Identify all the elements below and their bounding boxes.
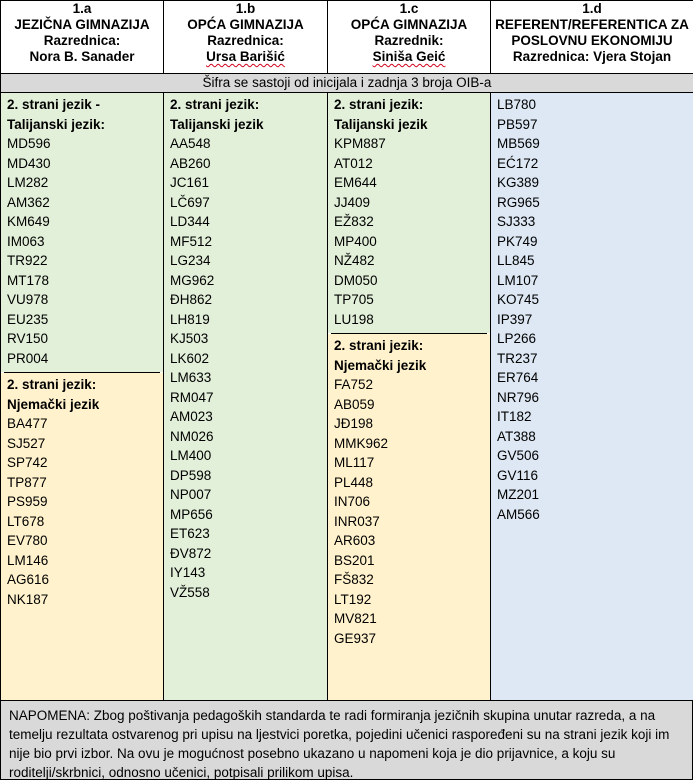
student-code: IP397 — [497, 310, 693, 330]
student-code: MP400 — [334, 232, 490, 252]
teacher-name: Nora B. Sanader — [1, 49, 163, 65]
student-code: LT678 — [7, 512, 163, 532]
program-name: OPĆA GIMNAZIJA — [164, 17, 327, 33]
student-code: KM649 — [7, 212, 163, 232]
student-code: LM282 — [7, 173, 163, 193]
header-1a — [1, 1, 164, 74]
teacher-label: Razrednica: — [164, 33, 327, 49]
student-code: FŠ832 — [334, 570, 490, 590]
student-code: NŽ482 — [334, 251, 490, 271]
class-code: 1.b — [164, 1, 327, 17]
student-code: EU235 — [7, 310, 163, 330]
student-code: SP742 — [7, 453, 163, 473]
student-code: ET623 — [170, 524, 327, 544]
group-header: Talijanski jezik — [170, 115, 327, 135]
teacher-name: Siniša Geić — [373, 49, 446, 64]
teacher-label: Razrednik: — [328, 33, 490, 49]
student-code: VŽ558 — [170, 583, 327, 603]
code-list — [7, 414, 163, 609]
student-code: KG389 — [497, 173, 693, 193]
student-code: IM063 — [7, 232, 163, 252]
student-code: TP877 — [7, 473, 163, 493]
column-1c — [328, 93, 491, 706]
student-code: JĐ198 — [334, 414, 490, 434]
student-code: BS201 — [334, 551, 490, 571]
student-code: LM146 — [7, 551, 163, 571]
student-code: RV150 — [7, 329, 163, 349]
group-header: Njemački jezik — [334, 356, 490, 376]
student-code: DM050 — [334, 271, 490, 291]
group-header: 2. strani jezik: — [170, 95, 327, 115]
student-code: LM107 — [497, 271, 693, 291]
teacher-name: Vjera Stojan — [593, 49, 671, 64]
student-code: AG616 — [7, 570, 163, 590]
student-code: NP007 — [170, 485, 327, 505]
group-header: Talijanski jezik: — [7, 115, 163, 135]
student-code: TR237 — [497, 349, 693, 369]
student-code: AM566 — [497, 505, 693, 525]
student-code: GV506 — [497, 446, 693, 466]
student-code: MB569 — [497, 134, 693, 154]
group-header: Njemački jezik — [7, 395, 163, 415]
student-code: EM644 — [334, 173, 490, 193]
student-code: DP598 — [170, 466, 327, 486]
student-code: EĆ172 — [497, 154, 693, 174]
class-code: 1.d — [491, 1, 693, 17]
student-code: LD344 — [170, 212, 327, 232]
student-code: AT012 — [334, 154, 490, 174]
code-group-1d — [491, 93, 693, 528]
class-code: 1.a — [1, 1, 163, 17]
codes-row — [1, 93, 693, 706]
italian-group-1a — [1, 93, 163, 372]
student-code: RG965 — [497, 193, 693, 213]
student-code: MP656 — [170, 505, 327, 525]
italian-group-1c — [328, 93, 490, 333]
teacher-label: Razrednica: — [513, 49, 590, 64]
student-code: PR004 — [7, 349, 163, 369]
student-code: BA477 — [7, 414, 163, 434]
program-name: REFERENT/REFERENTICA ZA POSLOVNU EKONOMIJU — [491, 17, 693, 49]
student-code: AR603 — [334, 531, 490, 551]
student-code: JC161 — [170, 173, 327, 193]
student-code: MZ201 — [497, 485, 693, 505]
student-code: ML117 — [334, 453, 490, 473]
header-1d — [491, 1, 693, 74]
column-1d — [491, 93, 693, 706]
student-code: AA548 — [170, 134, 327, 154]
student-code: MV821 — [334, 609, 490, 629]
student-code: MD596 — [7, 134, 163, 154]
group-header: 2. strani jezik - — [7, 95, 163, 115]
code-list — [7, 134, 163, 368]
group-header: 2. strani jezik: — [334, 95, 490, 115]
student-code: MG962 — [170, 271, 327, 291]
program-name: JEZIČNA GIMNAZIJA — [1, 17, 163, 33]
student-code: MD430 — [7, 154, 163, 174]
student-code: LU198 — [334, 310, 490, 330]
italian-group-1b — [164, 93, 327, 606]
student-code: MMK962 — [334, 434, 490, 454]
student-code: KPM887 — [334, 134, 490, 154]
german-group-1a — [1, 373, 163, 705]
header-1c — [328, 1, 491, 74]
student-code: MF512 — [170, 232, 327, 252]
student-code: KO745 — [497, 290, 693, 310]
student-code: PB597 — [497, 115, 693, 135]
student-code: LK602 — [170, 349, 327, 369]
student-code: VU978 — [7, 290, 163, 310]
student-code: IN706 — [334, 492, 490, 512]
student-code: ĐV872 — [170, 544, 327, 564]
student-code: AM023 — [170, 407, 327, 427]
code-list — [334, 134, 490, 329]
student-code: AM362 — [7, 193, 163, 213]
group-header: 2. strani jezik: — [7, 375, 163, 395]
header-row — [1, 1, 693, 74]
class-code: 1.c — [328, 1, 490, 17]
column-1b — [164, 93, 328, 706]
student-code: GV116 — [497, 466, 693, 486]
student-code: NM026 — [170, 427, 327, 447]
student-code: NK187 — [7, 590, 163, 610]
student-code: LB780 — [497, 95, 693, 115]
group-header: 2. strani jezik: — [334, 336, 490, 356]
student-code: LH819 — [170, 310, 327, 330]
code-note: Šifra se sastoji od inicijala i zadnja 3 broja OIB-a — [1, 74, 693, 93]
student-code: JJ409 — [334, 193, 490, 213]
student-code: AB260 — [170, 154, 327, 174]
student-code: ER764 — [497, 368, 693, 388]
code-list — [334, 375, 490, 648]
student-code: SJ527 — [7, 434, 163, 454]
student-code: GE937 — [334, 629, 490, 649]
group-header: Talijanski jezik — [334, 115, 490, 135]
student-code: PS959 — [7, 492, 163, 512]
code-note-row — [1, 74, 693, 93]
student-code: EŽ832 — [334, 212, 490, 232]
student-code: FA752 — [334, 375, 490, 395]
program-name: OPĆA GIMNAZIJA — [328, 17, 490, 33]
teacher-label: Razrednica: — [1, 33, 163, 49]
student-code: IT182 — [497, 407, 693, 427]
german-group-1c — [328, 334, 490, 705]
student-code: KJ503 — [170, 329, 327, 349]
header-1b — [164, 1, 328, 74]
code-list — [497, 95, 693, 524]
code-list — [170, 134, 327, 602]
teacher-name: Ursa Barišić — [206, 49, 285, 64]
footer-note: NAPOMENA: Zbog poštivanja pedagoških standarda te radi formiranja jezičnih skupina unutar razreda, a na temelju rezultata ostvarenog pri upisu na ljestvici poretka, pojedini učenici raspoređeni su na strani jezik koji im nije bio prvi izbor. Na ovu je mogućnost posebno ukazano u napomeni koja je dio prijavnice, a koju su roditelji/skrbnici, odnosno učenici, potpisali prilikom upisa. — [0, 700, 693, 780]
student-code: MT178 — [7, 271, 163, 291]
student-code: IY143 — [170, 563, 327, 583]
student-code: AB059 — [334, 395, 490, 415]
student-code: LM633 — [170, 368, 327, 388]
student-code: LP266 — [497, 329, 693, 349]
student-code: EV780 — [7, 531, 163, 551]
student-code: LG234 — [170, 251, 327, 271]
student-code: TR922 — [7, 251, 163, 271]
student-code: TP705 — [334, 290, 490, 310]
student-code: ĐH862 — [170, 290, 327, 310]
student-code: LČ697 — [170, 193, 327, 213]
student-code: NR796 — [497, 388, 693, 408]
student-code: RM047 — [170, 388, 327, 408]
column-1a — [1, 93, 164, 706]
student-code: LT192 — [334, 590, 490, 610]
student-code: LM400 — [170, 446, 327, 466]
student-code: AT388 — [497, 427, 693, 447]
student-code: PL448 — [334, 473, 490, 493]
student-code: SJ333 — [497, 212, 693, 232]
student-code: INR037 — [334, 512, 490, 532]
student-code: PK749 — [497, 232, 693, 252]
student-code: LL845 — [497, 251, 693, 271]
